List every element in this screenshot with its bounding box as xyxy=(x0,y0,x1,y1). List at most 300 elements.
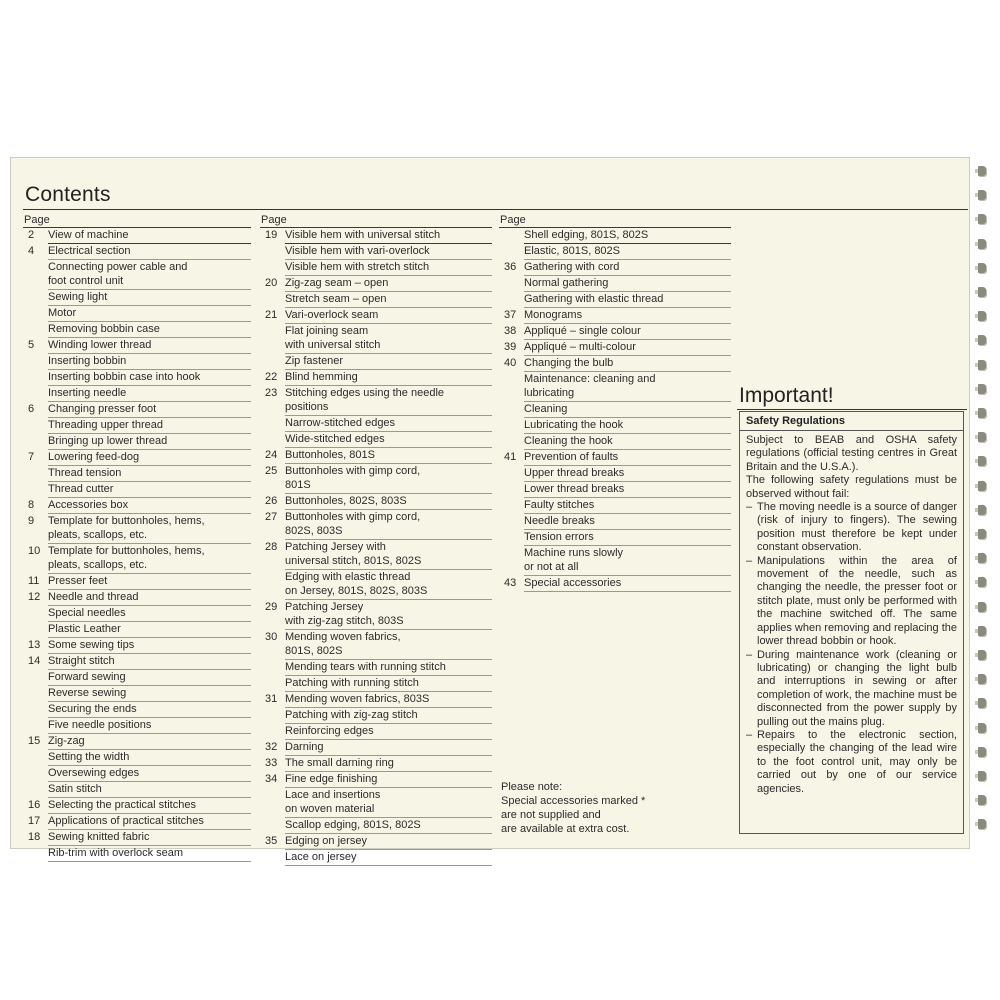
entry-title xyxy=(48,498,251,514)
entry-title-line: 802S, 803S xyxy=(285,525,343,537)
entry-page-number: 17 xyxy=(28,815,41,827)
entry-title-line: Five needle positions xyxy=(48,719,152,731)
contents-entry xyxy=(260,660,492,676)
contents-entry xyxy=(260,354,492,370)
entry-page-number xyxy=(499,228,524,244)
safety-item-text: During maintenance work (cleaning or lubricating) or changing the light bulb and interruptions in sewing or after completion of work, the machine must be disconnected from the power supply by pulling out the mains plug. xyxy=(757,648,957,728)
contents-entry xyxy=(23,514,251,544)
entry-page-number xyxy=(260,416,285,432)
entry-title-line: Some sewing tips xyxy=(48,639,135,651)
entry-page-number xyxy=(23,718,48,734)
binding-ring xyxy=(978,166,986,176)
safety-item xyxy=(746,501,957,555)
entry-page-number xyxy=(499,434,524,450)
entry-page-number: 24 xyxy=(265,449,278,461)
entry-title-line: View of machine xyxy=(48,229,129,241)
entry-page-number: 27 xyxy=(265,511,278,523)
entry-title xyxy=(524,292,731,308)
binding-ring xyxy=(978,602,986,612)
binding-ring xyxy=(978,747,986,757)
entry-title-line: Upper thread breaks xyxy=(524,467,625,479)
contents-entry xyxy=(260,540,492,570)
contents-entry xyxy=(260,788,492,818)
entry-title-line: Gathering with elastic thread xyxy=(524,293,664,305)
entry-title-line: pleats, scallops, etc. xyxy=(48,559,148,571)
contents-column-1 xyxy=(23,212,251,862)
entry-title xyxy=(48,228,251,244)
entry-title xyxy=(524,498,731,514)
entry-page-number xyxy=(23,260,48,290)
safety-regulations-body xyxy=(740,431,963,796)
entry-page-number xyxy=(23,846,48,862)
binding-ring xyxy=(978,650,986,660)
contents-entry xyxy=(260,756,492,772)
entry-title xyxy=(48,260,251,290)
contents-entry xyxy=(260,292,492,308)
entry-page-number xyxy=(23,622,48,638)
entry-title-line: 801S, 802S xyxy=(285,645,343,657)
contents-entry xyxy=(260,740,492,756)
entry-title-line: Lowering feed-dog xyxy=(48,451,140,463)
entry-title-line: Cleaning the hook xyxy=(524,435,613,447)
entry-title xyxy=(524,402,731,418)
entry-title xyxy=(48,590,251,606)
entry-title xyxy=(524,514,731,530)
entry-page-number xyxy=(260,354,285,370)
contents-column-3 xyxy=(499,212,731,592)
entry-page-number xyxy=(23,434,48,450)
entry-page-number xyxy=(499,276,524,292)
entry-title-line: Monograms xyxy=(524,309,583,321)
entry-title xyxy=(285,818,492,834)
entry-title xyxy=(48,734,251,750)
contents-entry xyxy=(260,386,492,416)
contents-entry xyxy=(260,448,492,464)
page-title: Contents xyxy=(25,183,111,206)
entry-page-number xyxy=(23,670,48,686)
entry-page-number: 21 xyxy=(265,309,278,321)
contents-entry xyxy=(260,432,492,448)
entry-page-number: 2 xyxy=(28,229,35,241)
contents-entry xyxy=(23,306,251,322)
entry-title xyxy=(524,466,731,482)
contents-entry xyxy=(23,260,251,290)
entry-title xyxy=(524,308,731,324)
entry-title xyxy=(285,660,492,676)
entry-page-number: 16 xyxy=(28,799,41,811)
binding-ring xyxy=(978,553,986,563)
contents-entry xyxy=(260,276,492,292)
entry-page-number: 28 xyxy=(265,541,278,553)
entry-page-number xyxy=(260,570,285,600)
page-column-label: Page xyxy=(260,212,492,228)
entry-page-number: 6 xyxy=(28,403,35,415)
entry-title xyxy=(48,750,251,766)
entry-page-number xyxy=(499,244,524,260)
entry-title xyxy=(524,340,731,356)
contents-entry xyxy=(499,530,731,546)
entry-title xyxy=(285,740,492,756)
entry-title xyxy=(48,830,251,846)
entry-page-number: 34 xyxy=(265,773,278,785)
entry-title-line: Narrow-stitched edges xyxy=(285,417,396,429)
dash-marker: – xyxy=(746,728,753,741)
page-column-label: Page xyxy=(499,212,731,228)
entry-title-line: Changing presser foot xyxy=(48,403,157,415)
entry-page-number xyxy=(499,498,524,514)
entry-title-line: Gathering with cord xyxy=(524,261,620,273)
entry-title-line: Needle breaks xyxy=(524,515,595,527)
contents-entry xyxy=(23,482,251,498)
entry-title xyxy=(524,434,731,450)
safety-item-text: Repairs to the electronic section, especially the changing of the lead wire to the foot control unit, may only be carried out by one of our service agencies. xyxy=(757,728,957,795)
entry-title-line: Mending woven fabrics, 803S xyxy=(285,693,430,705)
entry-title xyxy=(48,450,251,466)
entry-page-number: 8 xyxy=(28,499,35,511)
entry-title-line: Scallop edging, 801S, 802S xyxy=(285,819,421,831)
contents-entry xyxy=(260,772,492,788)
entry-title xyxy=(285,788,492,818)
entry-page-number: 22 xyxy=(265,371,278,383)
contents-entry xyxy=(23,354,251,370)
note-line: are not supplied and xyxy=(501,809,601,821)
entry-title xyxy=(524,244,731,260)
entry-title xyxy=(285,228,492,244)
contents-entry xyxy=(23,606,251,622)
entry-page-number xyxy=(260,292,285,308)
contents-entry xyxy=(23,418,251,434)
entry-title-line: Darning xyxy=(285,741,324,753)
contents-entry xyxy=(499,466,731,482)
contents-entry xyxy=(23,290,251,306)
entry-title-line: Oversewing edges xyxy=(48,767,140,779)
entry-page-number: 35 xyxy=(265,835,278,847)
binding-ring xyxy=(978,287,986,297)
entry-title xyxy=(48,574,251,590)
entry-title-line: Satin stitch xyxy=(48,783,102,795)
dash-marker: – xyxy=(746,554,753,567)
entry-title xyxy=(48,290,251,306)
entry-page-number: 5 xyxy=(28,339,35,351)
entry-page-number xyxy=(23,750,48,766)
contents-entry xyxy=(260,260,492,276)
entry-page-number: 4 xyxy=(28,245,35,257)
contents-entry xyxy=(499,276,731,292)
entry-page-number xyxy=(499,546,524,576)
contents-entry xyxy=(23,718,251,734)
contents-entry xyxy=(499,450,731,466)
entry-title-line: Buttonholes, 801S xyxy=(285,449,375,461)
entry-title-line: Straight stitch xyxy=(48,655,115,667)
safety-intro: Subject to BEAB and OSHA safety regulations (official testing centres in Great Britain and the U.S.A.). xyxy=(746,434,957,473)
contents-entry xyxy=(23,434,251,450)
binding-ring xyxy=(978,190,986,200)
entry-page-number xyxy=(499,466,524,482)
entry-title xyxy=(285,676,492,692)
entry-title-line: Sewing knitted fabric xyxy=(48,831,150,843)
entry-title-line: Visible hem with stretch stitch xyxy=(285,261,430,273)
contents-entry xyxy=(260,630,492,660)
note-line: are available at extra cost. xyxy=(501,823,630,835)
entry-title xyxy=(48,482,251,498)
contents-entry xyxy=(23,574,251,590)
entry-title-line: Removing bobbin case xyxy=(48,323,160,335)
entry-page-number: 7 xyxy=(28,451,35,463)
entry-title-line: Template for buttonholes, hems, xyxy=(48,515,205,527)
entry-title-line: Patching with zig-zag stitch xyxy=(285,709,418,721)
entry-title-line: Machine runs slowly xyxy=(524,547,624,559)
contents-entry xyxy=(23,498,251,514)
entry-page-number: 39 xyxy=(504,341,517,353)
entry-title xyxy=(48,306,251,322)
entry-page-number: 36 xyxy=(504,261,517,273)
entry-title-line: Forward sewing xyxy=(48,671,126,683)
entry-title-line: with universal stitch xyxy=(285,339,381,351)
entry-title-line: Vari-overlock seam xyxy=(285,309,379,321)
entry-title xyxy=(48,670,251,686)
entry-title-line: Lace on jersey xyxy=(285,851,357,863)
entry-title-line: Buttonholes with gimp cord, xyxy=(285,511,421,523)
safety-item-text: Manipulations within the area of movement of the needle, such as changing the needle, the presser foot or stitch plate, must only be performed with the machine switched off. The same applies when removing and replacing the lower thread bobbin or hook. xyxy=(757,554,957,648)
entry-title xyxy=(285,370,492,386)
entry-title xyxy=(524,482,731,498)
entry-page-number xyxy=(23,702,48,718)
entry-title xyxy=(48,686,251,702)
entry-title-line: Visible hem with vari-overlock xyxy=(285,245,430,257)
entry-page-number xyxy=(499,482,524,498)
binding-ring xyxy=(978,529,986,539)
entry-title-line: Setting the width xyxy=(48,751,130,763)
entry-page-number: 10 xyxy=(28,545,41,557)
contents-entry xyxy=(499,402,731,418)
entry-title-line: Flat joining seam xyxy=(285,325,369,337)
entry-title-line: Template for buttonholes, hems, xyxy=(48,545,205,557)
binding-ring xyxy=(978,577,986,587)
entry-title-line: Visible hem with universal stitch xyxy=(285,229,441,241)
entry-title xyxy=(285,432,492,448)
entry-title-line: Buttonholes with gimp cord, xyxy=(285,465,421,477)
entry-page-number xyxy=(23,354,48,370)
entry-title xyxy=(524,576,731,592)
entry-title xyxy=(48,434,251,450)
entry-title xyxy=(285,244,492,260)
contents-entry xyxy=(23,702,251,718)
entry-title xyxy=(524,276,731,292)
entry-page-number xyxy=(499,402,524,418)
contents-entry xyxy=(499,228,731,244)
contents-entry xyxy=(23,450,251,466)
contents-entry xyxy=(23,244,251,260)
entry-title-line: Threading upper thread xyxy=(48,419,163,431)
contents-entry xyxy=(260,370,492,386)
entry-title xyxy=(524,260,731,276)
entry-title xyxy=(48,322,251,338)
binding-ring xyxy=(978,239,986,249)
note-line: Please note: xyxy=(501,781,563,793)
entry-title-line: Zig-zag seam – open xyxy=(285,277,389,289)
entry-title-line: Accessories box xyxy=(48,499,129,511)
entry-title xyxy=(48,702,251,718)
entry-title-line: Faulty stitches xyxy=(524,499,595,511)
entry-title xyxy=(48,402,251,418)
contents-entry xyxy=(260,676,492,692)
contents-entry xyxy=(499,418,731,434)
dash-marker: – xyxy=(746,648,753,661)
contents-entry xyxy=(23,638,251,654)
entry-title-line: Maintenance: cleaning and xyxy=(524,373,656,385)
contents-entry xyxy=(23,322,251,338)
entry-title-line: Special needles xyxy=(48,607,126,619)
entry-title xyxy=(48,654,251,670)
contents-entry xyxy=(260,244,492,260)
entry-page-number: 38 xyxy=(504,325,517,337)
entry-page-number xyxy=(23,370,48,386)
binding-ring xyxy=(978,819,986,829)
contents-column-2 xyxy=(260,212,492,866)
entry-title xyxy=(285,292,492,308)
entry-title-line: Stitching edges using the needle xyxy=(285,387,445,399)
entry-title xyxy=(48,466,251,482)
entry-title xyxy=(285,308,492,324)
entry-title xyxy=(285,464,492,494)
entry-title-line: Tension errors xyxy=(524,531,594,543)
entry-page-number xyxy=(23,606,48,622)
entry-title xyxy=(285,540,492,570)
entry-page-number: 40 xyxy=(504,357,517,369)
entry-title-line: Applications of practical stitches xyxy=(48,815,204,827)
entry-title-line: Inserting bobbin case into hook xyxy=(48,371,201,383)
entry-title-line: Winding lower thread xyxy=(48,339,152,351)
safety-item xyxy=(746,555,957,649)
entry-page-number: 43 xyxy=(504,577,517,589)
contents-entry xyxy=(260,708,492,724)
entry-page-number xyxy=(499,514,524,530)
entry-title-line: Special accessories xyxy=(524,577,622,589)
contents-entry xyxy=(499,576,731,592)
entry-title-line: Wide-stitched edges xyxy=(285,433,385,445)
entry-title xyxy=(524,418,731,434)
contents-entry xyxy=(499,434,731,450)
entry-title-line: Reinforcing edges xyxy=(285,725,374,737)
entry-page-number: 15 xyxy=(28,735,41,747)
contents-entry xyxy=(260,834,492,850)
entry-title xyxy=(48,514,251,544)
contents-entry xyxy=(499,498,731,514)
entry-title xyxy=(285,772,492,788)
entry-title-line: Buttonholes, 802S, 803S xyxy=(285,495,407,507)
contents-entry xyxy=(260,228,492,244)
binding-ring xyxy=(978,505,986,515)
entry-title-line: Securing the ends xyxy=(48,703,137,715)
entry-page-number xyxy=(23,782,48,798)
entry-title-line: Plastic Leather xyxy=(48,623,121,635)
entry-page-number: 25 xyxy=(265,465,278,477)
entry-title xyxy=(48,766,251,782)
entry-title xyxy=(48,846,251,862)
contents-entry xyxy=(23,734,251,750)
entry-page-number: 32 xyxy=(265,741,278,753)
entry-title-line: Electrical section xyxy=(48,245,131,257)
entry-page-number: 13 xyxy=(28,639,41,651)
entry-title-line: positions xyxy=(285,401,329,413)
entry-page-number: 18 xyxy=(28,831,41,843)
safety-item xyxy=(746,649,957,729)
contents-entry xyxy=(260,308,492,324)
contents-entry xyxy=(260,692,492,708)
entry-title-line: 801S xyxy=(285,479,311,491)
entry-title-line: Blind hemming xyxy=(285,371,358,383)
entry-title-line: Zig-zag xyxy=(48,735,85,747)
entry-title xyxy=(524,324,731,340)
entry-page-number xyxy=(260,432,285,448)
entry-page-number xyxy=(260,788,285,818)
entry-page-number xyxy=(260,660,285,676)
entry-title-line: Patching Jersey with xyxy=(285,541,386,553)
entry-title xyxy=(48,638,251,654)
contents-entry xyxy=(23,670,251,686)
entry-page-number xyxy=(23,418,48,434)
entry-page-number xyxy=(260,724,285,740)
contents-entry xyxy=(23,782,251,798)
binding-ring xyxy=(978,698,986,708)
entry-title xyxy=(524,546,731,576)
binding-ring xyxy=(978,408,986,418)
entry-title xyxy=(48,544,251,574)
entry-title-line: Edging on jersey xyxy=(285,835,367,847)
entry-title-line: Elastic, 801S, 802S xyxy=(524,245,621,257)
contents-entry xyxy=(23,798,251,814)
entry-title-line: Needle and thread xyxy=(48,591,139,603)
contents-entry xyxy=(23,386,251,402)
entry-title-line: Rib-trim with overlock seam xyxy=(48,847,184,859)
entry-title xyxy=(48,814,251,830)
contents-entry xyxy=(499,244,731,260)
contents-entry xyxy=(499,260,731,276)
safety-regulations-title: Safety Regulations xyxy=(740,412,963,431)
entry-title-line: Presser feet xyxy=(48,575,108,587)
safety-intro-2: The following safety regulations must be observed without fail: xyxy=(746,474,957,500)
entry-title xyxy=(285,386,492,416)
entry-title-line: Sewing light xyxy=(48,291,108,303)
contents-entry xyxy=(260,324,492,354)
entry-title xyxy=(48,798,251,814)
binding-ring xyxy=(978,456,986,466)
entry-page-number xyxy=(499,372,524,402)
contents-entry xyxy=(23,590,251,606)
entry-title xyxy=(524,530,731,546)
entry-page-number xyxy=(23,386,48,402)
binding-ring xyxy=(978,311,986,321)
contents-entry xyxy=(23,814,251,830)
entry-title xyxy=(285,324,492,354)
entry-title-line: Fine edge finishing xyxy=(285,773,378,785)
entry-page-number xyxy=(23,466,48,482)
entry-title-line: Bringing up lower thread xyxy=(48,435,168,447)
entry-title xyxy=(48,370,251,386)
entry-title xyxy=(48,718,251,734)
entry-page-number xyxy=(260,708,285,724)
entry-title-line: on woven material xyxy=(285,803,375,815)
safety-regulations-box xyxy=(739,411,964,834)
entry-title-line: Appliqué – single colour xyxy=(524,325,641,337)
contents-entry xyxy=(260,600,492,630)
binding-ring xyxy=(978,360,986,370)
entry-page-number: 37 xyxy=(504,309,517,321)
entry-title-line: with zig-zag stitch, 803S xyxy=(285,615,404,627)
contents-entry xyxy=(260,464,492,494)
entry-title xyxy=(285,416,492,432)
entry-title xyxy=(285,692,492,708)
